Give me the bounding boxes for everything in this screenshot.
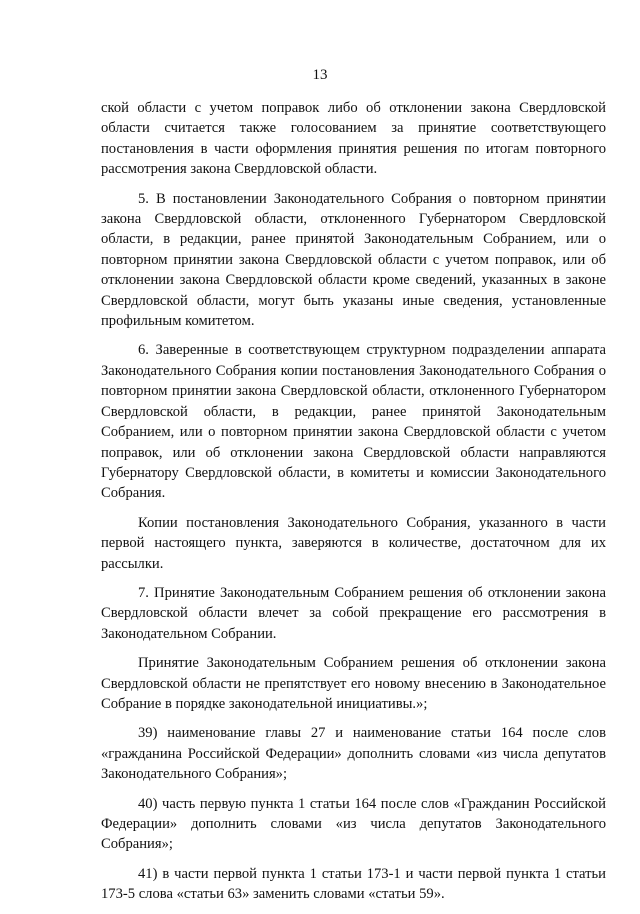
page-number: 13 <box>312 67 328 83</box>
paragraph-item-6: 6. Заверенные в соответствующем структурном подразделении аппарата Законодательного Собрания копии постановления Законодательного Собрания о повторном принятии закона Свердловской области, отклоненного Губернатором Свердловской области, в редакции, ранее принятой Законодательным Собранием, или о повторном принятии закона Свердловской области с учетом поправок, или об отклонении закона Свердловской области направляются Губернатору Свердловской области, в комитеты и комиссии Законодательного Собрания. <box>101 342 606 502</box>
paragraph-rejection: Принятие Законодательным Собранием решения об отклонении закона Свердловской области не препятствует его новому внесению в Законодательное Собрание в порядке законодательной инициативы.»; <box>101 655 606 712</box>
paragraph-amendment-39: 39) наименование главы 27 и наименование статьи 164 после слов «гражданина Российской Федерации» дополнить словами «из числа депутатов Законодательного Собрания»; <box>101 725 606 783</box>
paragraph-amendment-40: 40) часть первую пункта 1 статьи 164 после слов «Гражданин Российской Федерации» дополнить словами «из числа депутатов Законодательного Собрания»; <box>101 795 606 853</box>
paragraph-item-7: 7. Принятие Законодательным Собранием решения об отклонении закона Свердловской области влечет за собой прекращение его рассмотрения в Законодательном Собрании. <box>101 584 606 642</box>
document-body <box>101 98 606 914</box>
paragraph-amendment-41: 41) в части первой пункта 1 статьи 173-1 и части первой пункта 1 статьи 173-5 слова «статьи 63» заменить словами «статьи 59». <box>101 865 606 903</box>
paragraph-item-5: 5. В постановлении Законодательного Собрания о повторном принятии закона Свердловской области, отклоненного Губернатором Свердловской области, в редакции, ранее принятой Законодательным Собранием, или о повторном принятии закона Свердловской области с учетом поправок, или об отклонении закона Свердловской области кроме сведений, указанных в законе Свердловской области, могут быть указаны иные сведения, установленные профильным комитетом. <box>101 190 606 330</box>
paragraph-continuation: ской области с учетом поправок либо об отклонении закона Свердловской области считается также голосованием за принятие соответствующего постановления в части оформления принятия решения по итогам повторного рассмотрения закона Свердловской области. <box>101 100 606 178</box>
paragraph-copies: Копии постановления Законодательного Собрания, указанного в части первой настоящего пункта, заверяются в количестве, достаточном для их рассылки. <box>101 514 606 572</box>
